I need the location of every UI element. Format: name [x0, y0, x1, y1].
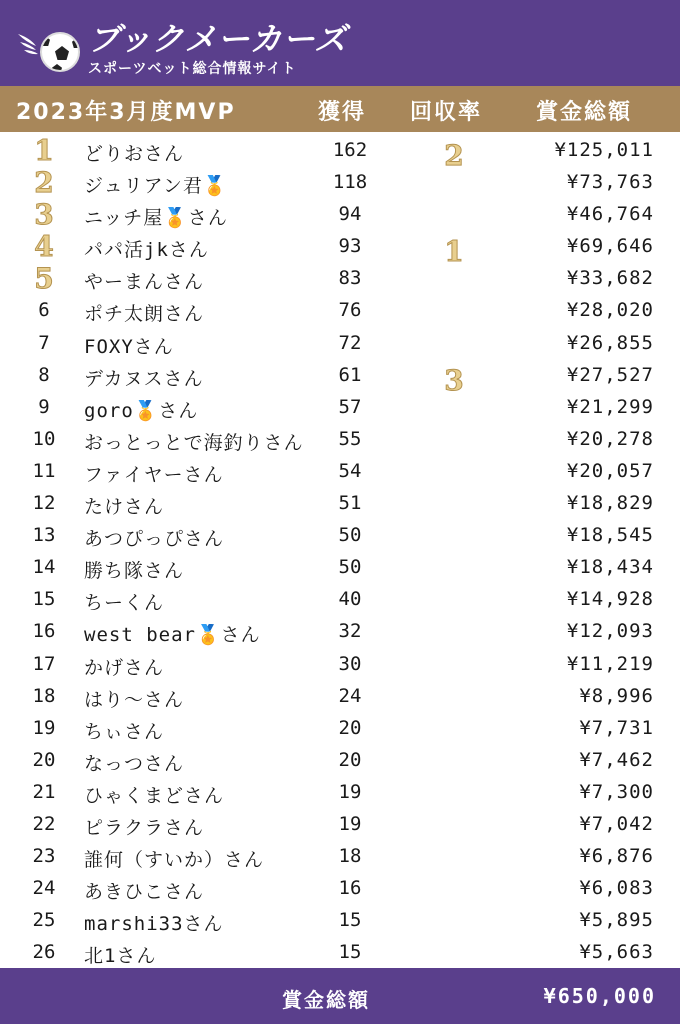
- player-name: なっつさん: [84, 752, 185, 775]
- prize-amount: ¥73,763: [566, 171, 654, 194]
- player-name: たけさん: [84, 496, 165, 519]
- prize-amount: ¥69,646: [566, 235, 654, 258]
- ranking-list: [0, 134, 680, 968]
- win-count: 61: [338, 363, 362, 386]
- rank-number: 8: [38, 363, 50, 386]
- ranking-row: [0, 648, 680, 680]
- return-rate-rank: 3: [444, 363, 464, 397]
- prize-amount: ¥7,042: [579, 812, 654, 835]
- prize-amount: ¥7,300: [579, 780, 654, 803]
- win-count: 15: [338, 941, 362, 964]
- ranking-row: [0, 776, 680, 808]
- win-count: 40: [338, 588, 362, 611]
- player-name: 北1さん: [84, 945, 157, 968]
- ranking-row: [0, 744, 680, 776]
- prize-amount: ¥6,083: [579, 877, 654, 900]
- win-count: 51: [338, 492, 362, 515]
- player-name: 勝ち隊さん: [84, 560, 185, 583]
- prize-amount: ¥125,011: [554, 139, 654, 161]
- prize-amount: ¥46,764: [566, 203, 654, 226]
- ranking-row: [0, 936, 680, 968]
- win-count: 94: [338, 203, 362, 226]
- prize-amount: ¥18,434: [566, 556, 654, 579]
- ranking-title: 2023年3月度MVP: [16, 100, 236, 125]
- column-header-bar: [0, 86, 680, 132]
- ranking-row: [0, 359, 680, 397]
- ranking-row: [0, 487, 680, 519]
- ranking-row: [0, 230, 680, 269]
- ranking-row: [0, 680, 680, 712]
- ranking-row: [0, 519, 680, 551]
- win-count: 57: [338, 395, 362, 418]
- rank-number: 23: [32, 845, 56, 868]
- soccer-ball-icon: [40, 32, 80, 72]
- return-rate-rank: 2: [444, 139, 464, 172]
- column-header-prize: 賞金総額: [536, 100, 633, 125]
- ranking-row: [0, 872, 680, 904]
- player-name: ピラクラさん: [84, 816, 205, 839]
- prize-amount: ¥27,527: [566, 363, 654, 386]
- ranking-row: [0, 583, 680, 615]
- prize-amount: ¥26,855: [566, 331, 654, 354]
- player-name: ちーくん: [84, 592, 165, 615]
- total-label: 賞金総額: [282, 988, 370, 1012]
- prize-amount: ¥18,829: [566, 492, 654, 515]
- win-count: 93: [338, 235, 362, 258]
- rank-number: 3: [34, 198, 54, 232]
- player-name: marshi33さん: [84, 913, 224, 936]
- win-count: 24: [338, 684, 362, 707]
- ranking-row: [0, 134, 680, 172]
- ranking-row: [0, 262, 680, 294]
- rank-number: 9: [38, 395, 50, 418]
- total-footer: [0, 968, 680, 1024]
- win-count: 55: [338, 427, 362, 450]
- rank-number: 1: [34, 134, 54, 167]
- rank-number: 6: [38, 299, 50, 322]
- rank-number: 5: [34, 262, 54, 296]
- player-name: FOXYさん: [84, 335, 174, 358]
- player-name: かげさん: [84, 656, 165, 679]
- player-name: ファイヤーさん: [84, 463, 224, 486]
- rank-number: 21: [32, 780, 56, 803]
- ranking-row: [0, 391, 680, 423]
- ranking-row: [0, 551, 680, 583]
- prize-amount: ¥28,020: [566, 299, 654, 322]
- prize-amount: ¥20,278: [566, 427, 654, 450]
- ranking-row: [0, 808, 680, 840]
- prize-amount: ¥33,682: [566, 267, 654, 290]
- ranking-row: [0, 198, 680, 230]
- ranking-row: [0, 423, 680, 455]
- rank-number: 14: [32, 556, 56, 579]
- ranking-row: [0, 712, 680, 744]
- rank-number: 17: [32, 652, 56, 675]
- ranking-row: [0, 615, 680, 647]
- player-name: ちぃさん: [84, 720, 165, 743]
- win-count: 72: [338, 331, 362, 354]
- ranking-row: [0, 455, 680, 487]
- player-name: どりおさん: [84, 143, 185, 165]
- prize-amount: ¥6,876: [579, 845, 654, 868]
- rank-number: 26: [32, 941, 56, 964]
- ranking-row: [0, 166, 680, 198]
- ranking-row: [0, 904, 680, 936]
- prize-amount: ¥7,731: [579, 716, 654, 739]
- prize-amount: ¥5,895: [579, 909, 654, 932]
- column-header-count: 獲得: [318, 100, 367, 125]
- win-count: 19: [338, 780, 362, 803]
- rank-number: 12: [32, 492, 56, 515]
- ranking-row: [0, 327, 680, 359]
- ranking-row: [0, 294, 680, 326]
- win-count: 30: [338, 652, 362, 675]
- rank-number: 22: [32, 812, 56, 835]
- win-count: 16: [338, 877, 362, 900]
- prize-amount: ¥8,996: [579, 684, 654, 707]
- win-count: 19: [338, 812, 362, 835]
- rank-number: 7: [38, 331, 50, 354]
- rank-number: 2: [34, 166, 54, 200]
- rank-number: 10: [32, 427, 56, 450]
- player-name: west bear🏅さん: [84, 624, 261, 647]
- prize-amount: ¥11,219: [566, 652, 654, 675]
- player-name: おっとっとで海釣りさん: [84, 431, 304, 454]
- win-count: 18: [338, 845, 362, 868]
- win-count: 118: [332, 171, 368, 194]
- rank-number: 4: [34, 230, 54, 264]
- win-count: 76: [338, 299, 362, 322]
- player-name: goro🏅さん: [84, 399, 199, 422]
- rank-number: 24: [32, 877, 56, 900]
- ranking-row: [0, 840, 680, 872]
- win-count: 83: [338, 267, 362, 290]
- win-count: 20: [338, 716, 362, 739]
- rank-number: 19: [32, 716, 56, 739]
- return-rate-rank: 1: [444, 235, 464, 269]
- win-count: 50: [338, 524, 362, 547]
- win-count: 32: [338, 620, 362, 643]
- win-count: 15: [338, 909, 362, 932]
- rank-number: 25: [32, 909, 56, 932]
- prize-amount: ¥7,462: [579, 748, 654, 771]
- player-name: デカヌスさん: [84, 367, 204, 390]
- player-name: ニッチ屋🏅さん: [84, 207, 228, 230]
- win-count: 50: [338, 556, 362, 579]
- prize-amount: ¥12,093: [566, 620, 654, 643]
- rank-number: 11: [32, 459, 56, 482]
- prize-amount: ¥18,545: [566, 524, 654, 547]
- column-header-rate: 回収率: [410, 100, 483, 125]
- rank-number: 20: [32, 748, 56, 771]
- brand-logo-text: ブックメーカーズ: [88, 20, 348, 58]
- rank-number: 16: [32, 620, 56, 643]
- prize-amount: ¥5,663: [579, 941, 654, 964]
- player-name: ジュリアン君🏅: [84, 175, 228, 198]
- player-name: ポチ太朗さん: [84, 303, 205, 326]
- prize-amount: ¥20,057: [566, 459, 654, 482]
- prize-amount: ¥21,299: [566, 395, 654, 418]
- player-name: あつぴっぴさん: [84, 528, 225, 551]
- rank-number: 13: [32, 524, 56, 547]
- player-name: ひゃくまどさん: [84, 784, 225, 807]
- total-value: ¥650,000: [543, 984, 656, 1008]
- player-name: やーまんさん: [84, 271, 205, 294]
- player-name: あきひこさん: [84, 881, 205, 904]
- player-name: はり～さん: [84, 688, 185, 711]
- win-count: 162: [332, 139, 368, 161]
- rank-number: 18: [32, 684, 56, 707]
- brand-tagline: スポーツベット総合情報サイト: [88, 61, 297, 77]
- win-count: 20: [338, 748, 362, 771]
- rank-number: 15: [32, 588, 56, 611]
- site-header: [0, 0, 680, 86]
- prize-amount: ¥14,928: [566, 588, 654, 611]
- player-name: パパ活jkさん: [84, 239, 209, 262]
- win-count: 54: [338, 459, 362, 482]
- player-name: 誰何（すいか）さん: [84, 849, 265, 872]
